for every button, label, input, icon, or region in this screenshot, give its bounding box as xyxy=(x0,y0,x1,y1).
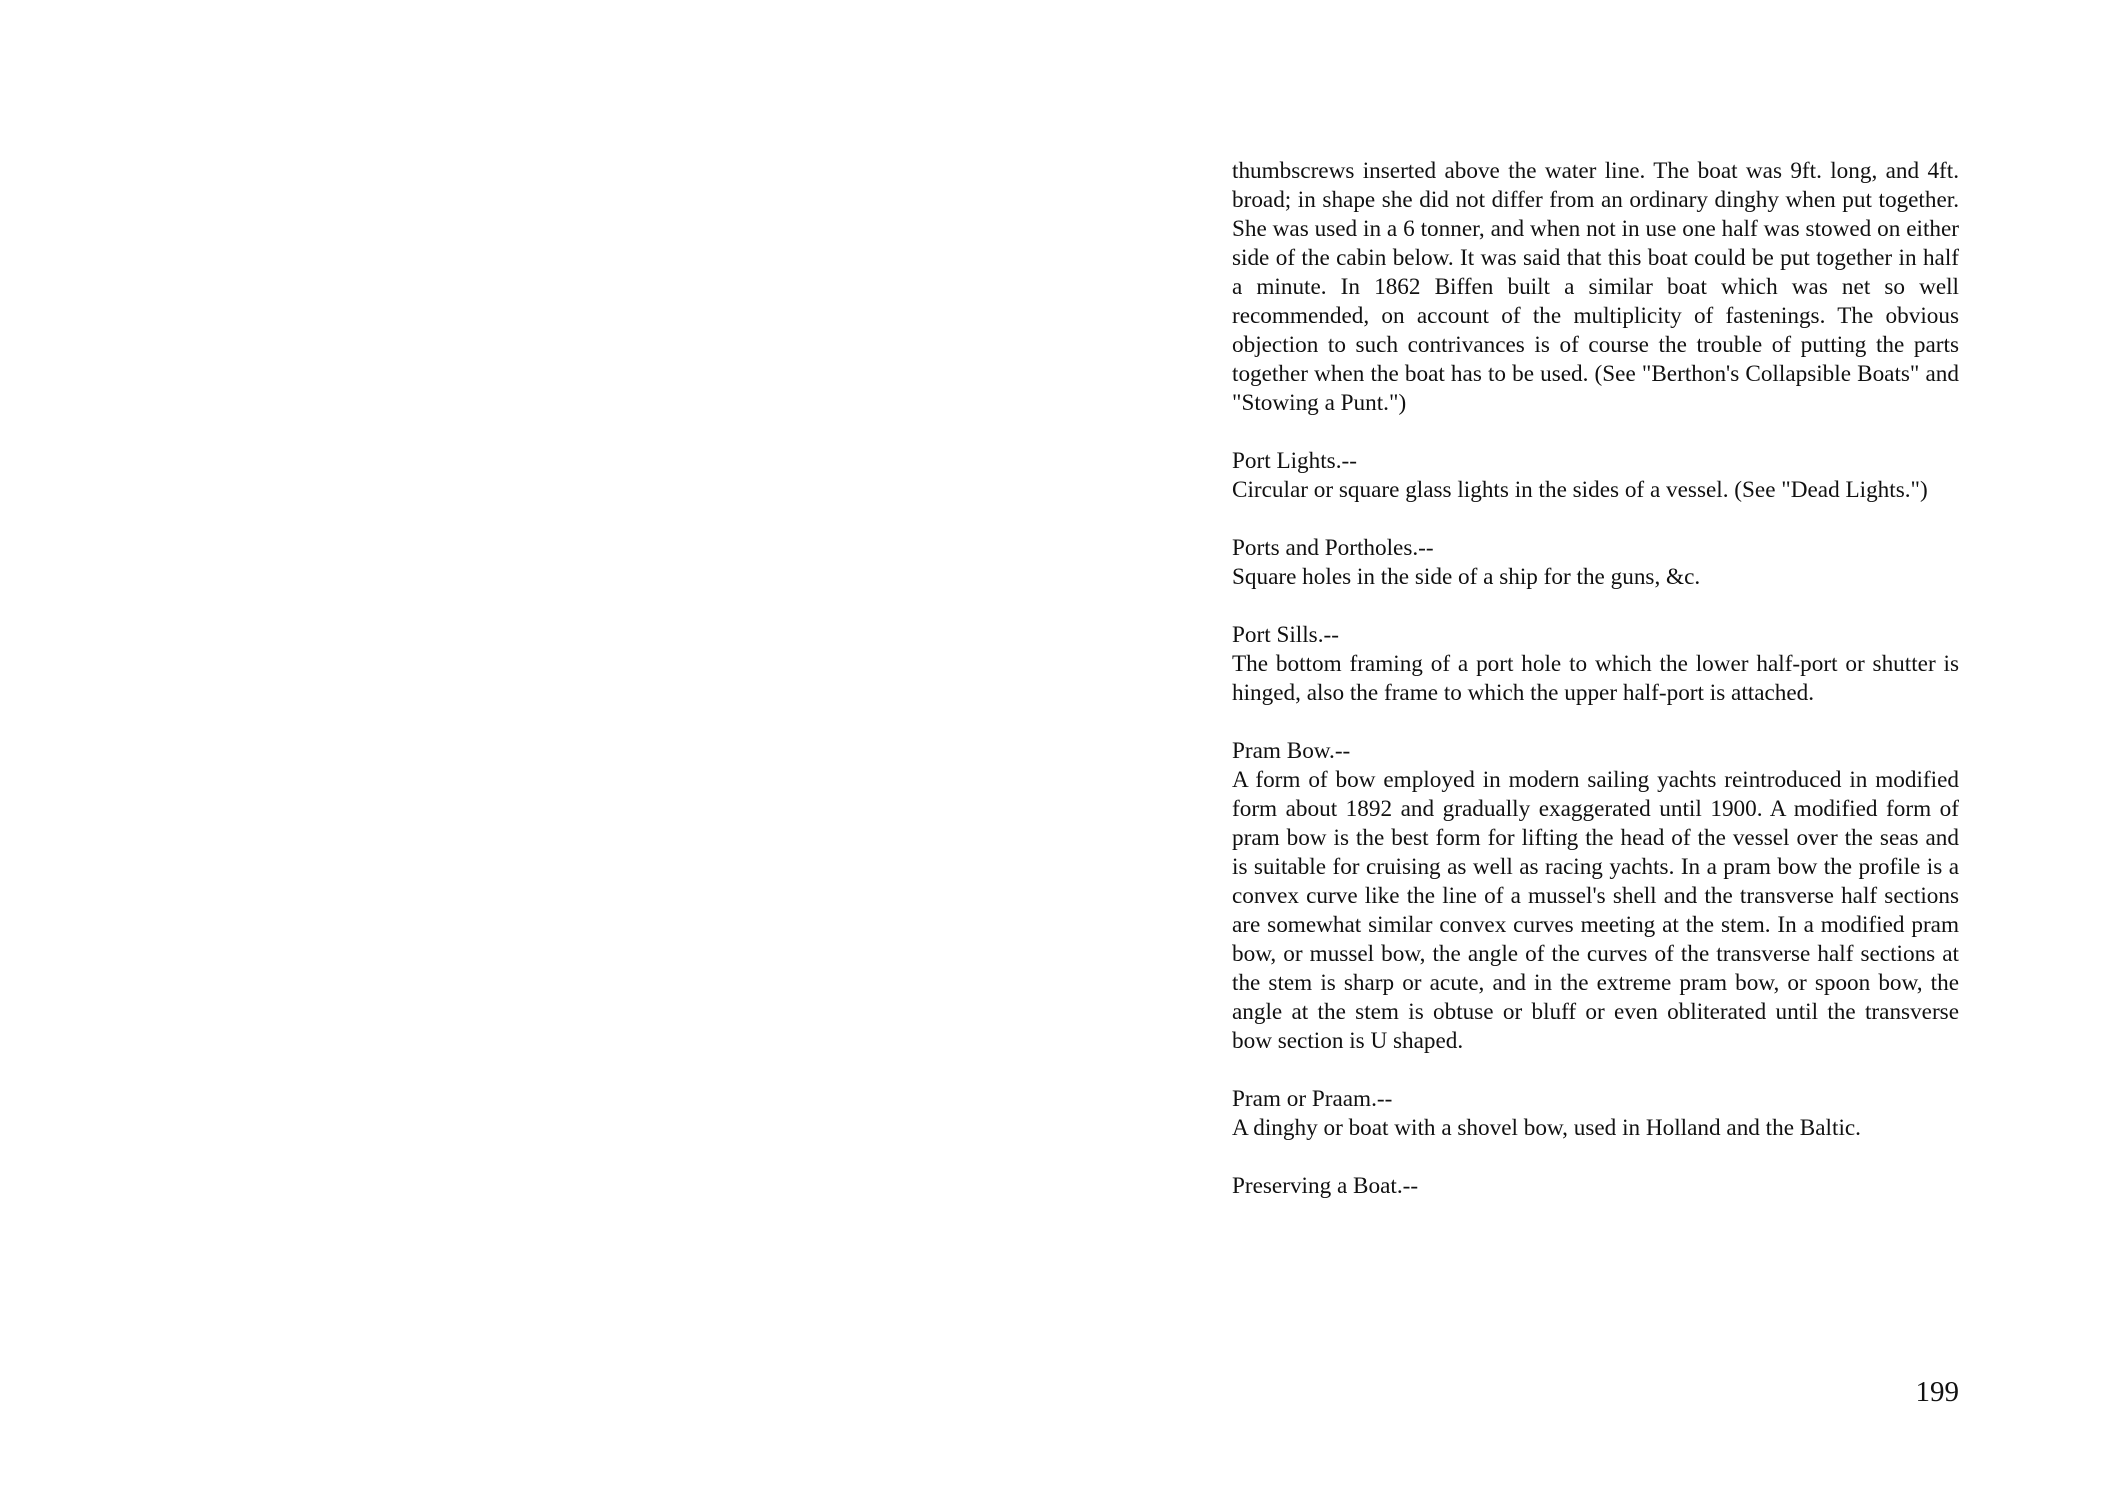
entry-term: Port Sills.-- xyxy=(1232,622,1339,648)
glossary-entry-port-lights xyxy=(1232,447,1959,505)
text-column xyxy=(1232,157,1959,1201)
entry-definition: A form of bow employed in modern sailing yachts reintroduced in modified form about 1892 and gradually exaggerated until 1900. A modified form of pram bow is the best form for lifting the head of the vessel over the seas and is suitable for cruising as well as racing yachts. In a pram bow the profile is a convex curve like the line of a mussel's shell and the transverse half sections are somewhat similar convex curves meeting at the stem. In a modified pram bow, or mussel bow, the angle of the curves of the transverse half sections at the stem is sharp or acute, and in the extreme pram bow, or spoon bow, the angle at the stem is obtuse or bluff or even obliterated until the transverse bow section is U shaped. xyxy=(1232,767,1959,1054)
entry-definition: The bottom framing of a port hole to which the lower half-port or shutter is hinged, also the frame to which the upper half-port is attached. xyxy=(1232,651,1959,706)
entry-term: Port Lights.-- xyxy=(1232,448,1357,474)
entry-definition: Square holes in the side of a ship for the guns, &c. xyxy=(1232,564,1701,590)
glossary-entry-port-sills xyxy=(1232,621,1959,708)
entry-term: Pram or Praam.-- xyxy=(1232,1086,1393,1112)
entry-term: Pram Bow.-- xyxy=(1232,738,1351,764)
right-page xyxy=(1052,0,2105,1489)
page-number: 199 xyxy=(1915,1376,1959,1408)
entry-term: Preserving a Boat.-- xyxy=(1232,1173,1419,1199)
entry-term: Ports and Portholes.-- xyxy=(1232,535,1434,561)
entry-definition: A dinghy or boat with a shovel bow, used in Holland and the Baltic. xyxy=(1232,1115,1861,1141)
left-page-blank xyxy=(0,0,1052,1489)
entry-definition: Circular or square glass lights in the sides of a vessel. (See "Dead Lights.") xyxy=(1232,477,1928,503)
glossary-entry-pram-bow xyxy=(1232,737,1959,1056)
continued-paragraph: thumbscrews inserted above the water line. The boat was 9ft. long, and 4ft. broad; in shape she did not differ from an ordinary dinghy when put together. She was used in a 6 tonner, and when not in use one half was stowed on either side of the cabin below. It was said that this boat could be put together in half a minute. In 1862 Biffen built a similar boat which was net so well recommended, on account of the multiplicity of fastenings. The obvious objection to such contrivances is of course the trouble of putting the parts together when the boat has to be used. (See "Berthon's Collapsible Boats" and "Stowing a Punt.") xyxy=(1232,158,1959,416)
glossary-entry-preserving-a-boat xyxy=(1232,1172,1959,1201)
glossary-entry-ports-and-portholes xyxy=(1232,534,1959,592)
glossary-entry-pram-or-praam xyxy=(1232,1085,1959,1143)
